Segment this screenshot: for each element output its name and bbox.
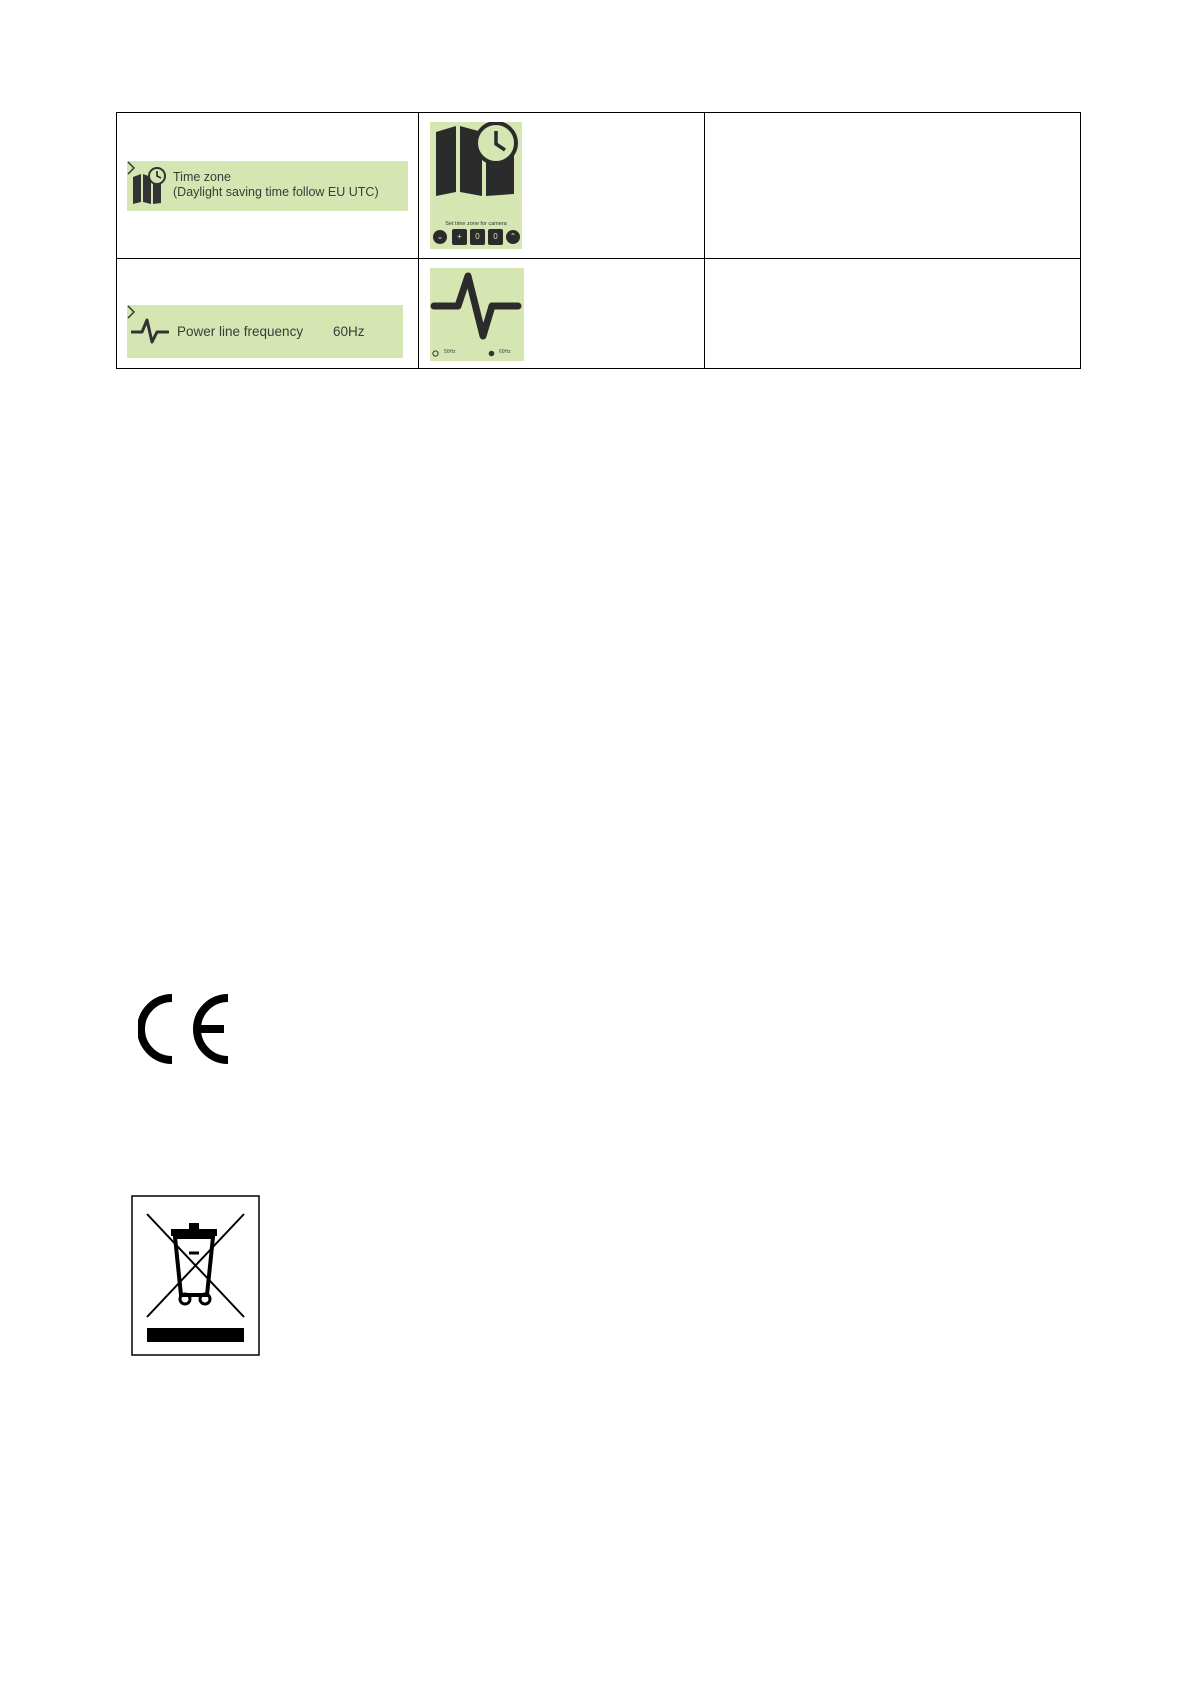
power-line-frequency-value: 60Hz — [333, 324, 365, 339]
frequency-option-50hz[interactable]: 50Hz — [444, 349, 456, 355]
time-zone-subtitle: (Daylight saving time follow EU UTC) — [173, 185, 379, 199]
time-zone-menu-item[interactable] — [127, 161, 408, 211]
chevron-down-icon[interactable]: ⌄ — [433, 230, 447, 244]
map-clock-icon — [132, 167, 166, 205]
pulse-wave-icon — [131, 317, 169, 345]
table-row — [117, 113, 1081, 259]
time-zone-caption: Set time zone for camera — [445, 221, 507, 227]
power-line-frequency-screen — [430, 268, 524, 361]
pulse-wave-icon — [430, 268, 524, 346]
radio-unselected-icon[interactable] — [432, 350, 439, 357]
time-zone-screen — [430, 122, 522, 249]
time-zone-title: Time zone — [173, 170, 231, 184]
time-zone-minute-digit[interactable]: 0 — [488, 229, 503, 245]
screen-cell — [419, 259, 705, 369]
crossed-out-wheelie-bin-icon — [131, 1195, 260, 1356]
description-cell — [705, 259, 1081, 369]
description-cell — [705, 113, 1081, 259]
map-clock-icon — [430, 122, 522, 220]
table-row — [117, 259, 1081, 369]
power-line-frequency-label: Power line frequency — [177, 324, 304, 339]
power-line-frequency-menu-item[interactable] — [127, 305, 403, 358]
screen-cell — [419, 113, 705, 259]
menu-cell — [117, 259, 419, 369]
menu-cell — [117, 113, 419, 259]
settings-table — [116, 112, 1081, 369]
time-zone-controls — [433, 229, 519, 245]
time-zone-hour-digit[interactable]: 0 — [470, 229, 485, 245]
chevron-up-icon[interactable]: ⌃ — [506, 230, 520, 244]
radio-selected-icon[interactable] — [488, 350, 495, 357]
ce-mark-icon — [138, 994, 234, 1064]
frequency-option-60hz[interactable]: 60Hz — [499, 349, 511, 355]
time-zone-sign[interactable]: + — [452, 229, 467, 245]
